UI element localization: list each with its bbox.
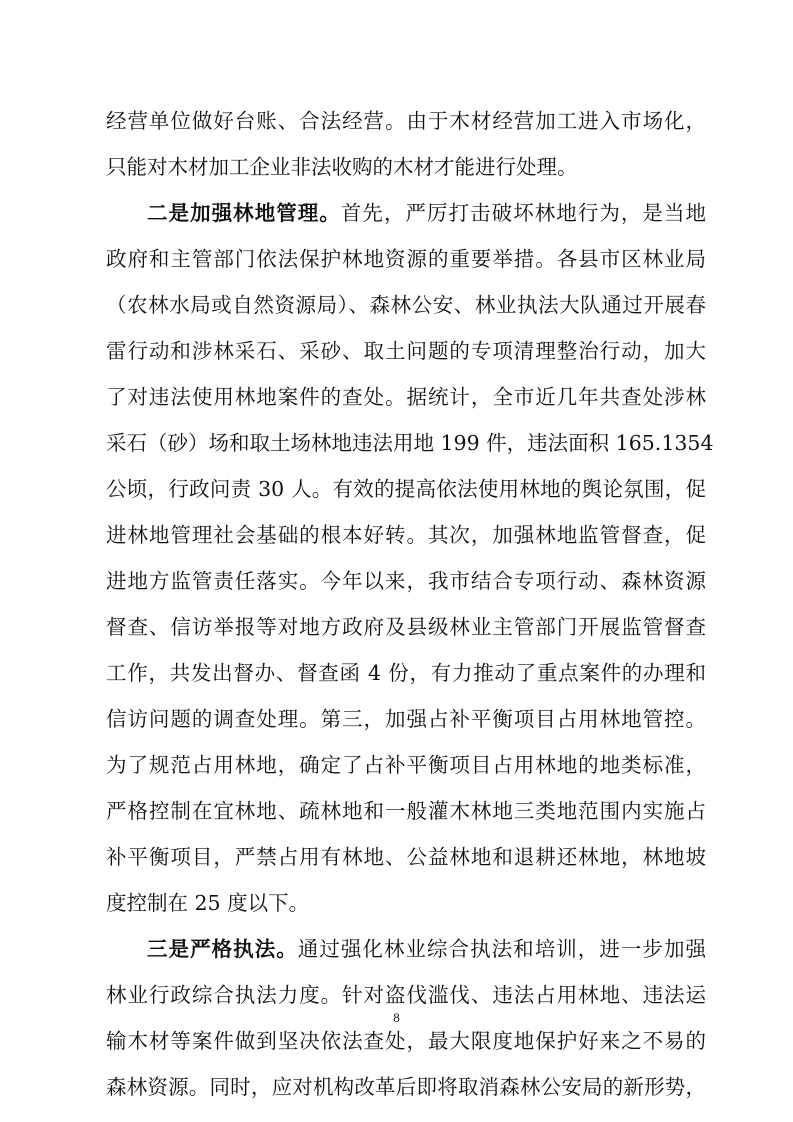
text-line	[106, 420, 714, 466]
document-body	[106, 98, 714, 1110]
text-line	[106, 834, 706, 880]
body-text: 政府和主管部门依法保护林地资源的重要举措。各县市区林业局	[106, 247, 706, 271]
body-text: 了对违法使用林地案件的查处。据统计，全市近几年共查处涉林	[106, 385, 706, 409]
body-text: 雷行动和涉林采石、采砂、取土问题的专项清理整治行动，加大	[106, 339, 706, 363]
text-line	[106, 374, 706, 420]
text-line	[106, 282, 706, 328]
body-text: 进地方监管责任落实。今年以来，我市结合专项行动、森林资源	[106, 569, 706, 593]
text-line	[106, 742, 706, 788]
body-text: 公顷，行政问责 30 人。有效的提高依法使用林地的舆论氛围，促	[106, 477, 706, 501]
text-line	[106, 1064, 706, 1110]
body-text: 采石（砂）场和取土场林地违法用地 199 件，违法面积 165.1354	[106, 431, 714, 455]
text-line	[106, 788, 706, 834]
text-line	[106, 98, 706, 144]
text-line	[106, 696, 706, 742]
body-text: 只能对木材加工企业非法收购的木材才能进行处理。	[106, 155, 578, 179]
text-line	[106, 236, 706, 282]
text-line	[106, 466, 706, 512]
body-text: 输木材等案件做到坚决依法查处，最大限度地保护好来之不易的	[106, 1029, 706, 1053]
bold-heading-text: 三是严格执法。	[147, 937, 298, 961]
text-line	[106, 926, 706, 972]
body-text: 经营单位做好台账、合法经营。由于木材经营加工进入市场化，	[106, 109, 706, 133]
body-text: 督查、信访举报等对地方政府及县级林业主管部门开展监管督查	[106, 615, 706, 639]
text-line	[106, 328, 706, 374]
body-text: 补平衡项目，严禁占用有林地、公益林地和退耕还林地，林地坡	[106, 845, 706, 869]
body-text: 工作，共发出督办、督查函 4 份，有力推动了重点案件的办理和	[106, 661, 706, 685]
body-text: （农林水局或自然资源局）、森林公安、林业执法大队通过开展春	[106, 293, 706, 317]
body-text: 首先，严厉打击破坏林地行为，是当地	[340, 201, 707, 225]
text-line	[106, 144, 706, 190]
text-line	[106, 604, 706, 650]
text-line	[106, 512, 706, 558]
text-line	[106, 558, 706, 604]
text-line	[106, 880, 706, 926]
text-line	[106, 190, 706, 236]
body-text: 森林资源。同时，应对机构改革后即将取消森林公安局的新形势，	[106, 1075, 706, 1099]
body-text: 严格控制在宜林地、疏林地和一般灌木林地三类地范围内实施占	[106, 799, 706, 823]
body-text: 度控制在 25 度以下。	[106, 891, 310, 915]
page-number: 8	[393, 1010, 400, 1025]
text-line	[106, 650, 706, 696]
body-text: 信访问题的调查处理。第三，加强占补平衡项目占用林地管控。	[106, 707, 706, 731]
body-text: 为了规范占用林地，确定了占补平衡项目占用林地的地类标准，	[106, 753, 706, 777]
bold-heading-text: 二是加强林地管理。	[147, 201, 341, 225]
body-text: 通过强化林业综合执法和培训，进一步加强	[297, 937, 707, 961]
body-text: 进林地管理社会基础的根本好转。其次，加强林地监管督查，促	[106, 523, 706, 547]
body-text: 林业行政综合执法力度。针对盗伐滥伐、违法占用林地、违法运	[106, 983, 706, 1007]
